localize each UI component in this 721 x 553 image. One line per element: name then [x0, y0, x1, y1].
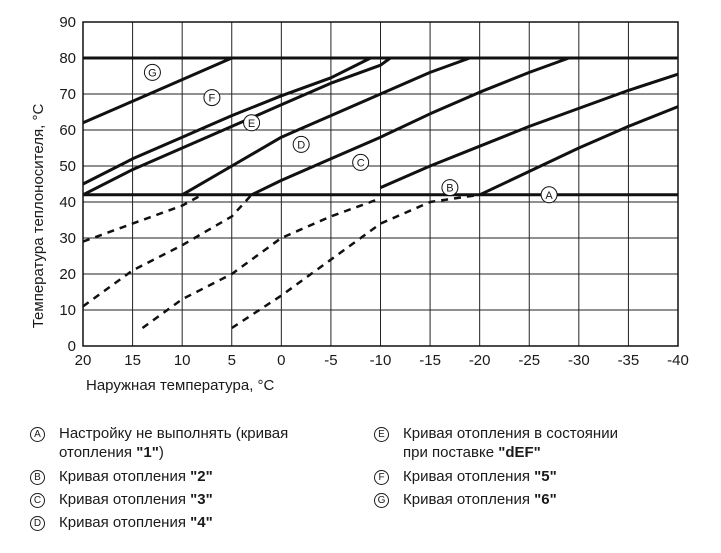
legend-text: Кривая отопления в состоянии при поставке "dEF"	[403, 425, 618, 461]
x-tick-label: 10	[173, 352, 191, 369]
y-tick-label: 60	[59, 122, 76, 139]
y-axis-label: Температура теплоносителя, °C	[30, 103, 47, 329]
curve-tag-letter: C	[356, 157, 365, 170]
x-tick-label: -40	[667, 352, 689, 369]
x-tick-label: 20	[74, 352, 92, 369]
grid	[83, 22, 678, 346]
curve-tag-letter: E	[247, 117, 256, 130]
curve-tag-f	[204, 90, 220, 106]
curve-tag-a	[541, 187, 557, 203]
y-tick-label: 30	[59, 230, 76, 247]
legend-item-e	[374, 424, 618, 462]
legend-text: Кривая отопления "2"	[59, 468, 213, 485]
curve-tag-e	[244, 115, 260, 131]
legend-text: Кривая отопления "4"	[59, 514, 213, 531]
legend-marker-icon: D	[30, 516, 45, 531]
x-tick-label: -25	[518, 352, 541, 369]
x-axis-label: Наружная температура, °C	[86, 377, 275, 394]
legend-marker-icon: F	[374, 470, 389, 485]
curve-c-dashed	[143, 198, 381, 328]
curve-e-solid	[83, 58, 390, 195]
curve-tag-b	[442, 180, 458, 196]
x-tick-label: -20	[468, 352, 491, 369]
legend-text: Кривая отопления "5"	[403, 468, 557, 485]
legend-text: Кривая отопления "3"	[59, 491, 213, 508]
y-tick-label: 40	[59, 194, 76, 211]
x-tick-label: 15	[124, 352, 141, 369]
y-tick-label: 50	[59, 158, 76, 175]
legend-marker-icon: C	[30, 493, 45, 508]
y-tick-label: 90	[59, 14, 76, 31]
y-tick-label: 20	[59, 266, 76, 283]
x-tick-label: -10	[369, 352, 392, 369]
curve-tag-letter: A	[545, 189, 553, 202]
legend-marker-icon: G	[374, 493, 389, 508]
y-tick-label: 70	[59, 86, 76, 103]
legend-item-b	[30, 467, 213, 486]
curve-tag-letter: D	[297, 139, 306, 152]
curve-tag-d	[293, 136, 309, 152]
x-tick-label: -30	[567, 352, 590, 369]
x-tick-label: 0	[277, 352, 286, 369]
legend-text: Кривая отопления "6"	[403, 491, 557, 508]
curve-tag-letter: F	[208, 92, 216, 105]
legend-item-d	[30, 513, 213, 532]
legend-item-f	[374, 467, 557, 486]
legend-item-a	[30, 424, 288, 462]
x-tick-label: -15	[419, 352, 441, 369]
x-tick-label: -35	[617, 352, 640, 369]
x-tick-label: -5	[324, 352, 338, 369]
curve-b-dashed	[232, 195, 480, 328]
curve-tag-g	[144, 64, 160, 80]
legend-marker-icon: B	[30, 470, 45, 485]
legend-item-c	[30, 490, 213, 509]
y-tick-label: 0	[67, 338, 76, 355]
legend	[0, 424, 721, 544]
curve-d-dashed	[83, 195, 252, 307]
legend-marker-icon: A	[30, 427, 45, 442]
curve-f-solid	[83, 58, 371, 184]
legend-text: Настройку не выполнять (кривая отопления "1")	[59, 425, 289, 461]
y-tick-label: 10	[59, 302, 76, 319]
y-tick-label: 80	[59, 50, 76, 67]
curve-tag-letter: B	[446, 182, 454, 195]
curve-tag-c	[353, 154, 369, 170]
curve-tag-letter: G	[148, 67, 157, 80]
legend-item-g	[374, 490, 557, 509]
x-tick-label: 5	[227, 352, 236, 369]
legend-marker-icon: E	[374, 427, 389, 442]
